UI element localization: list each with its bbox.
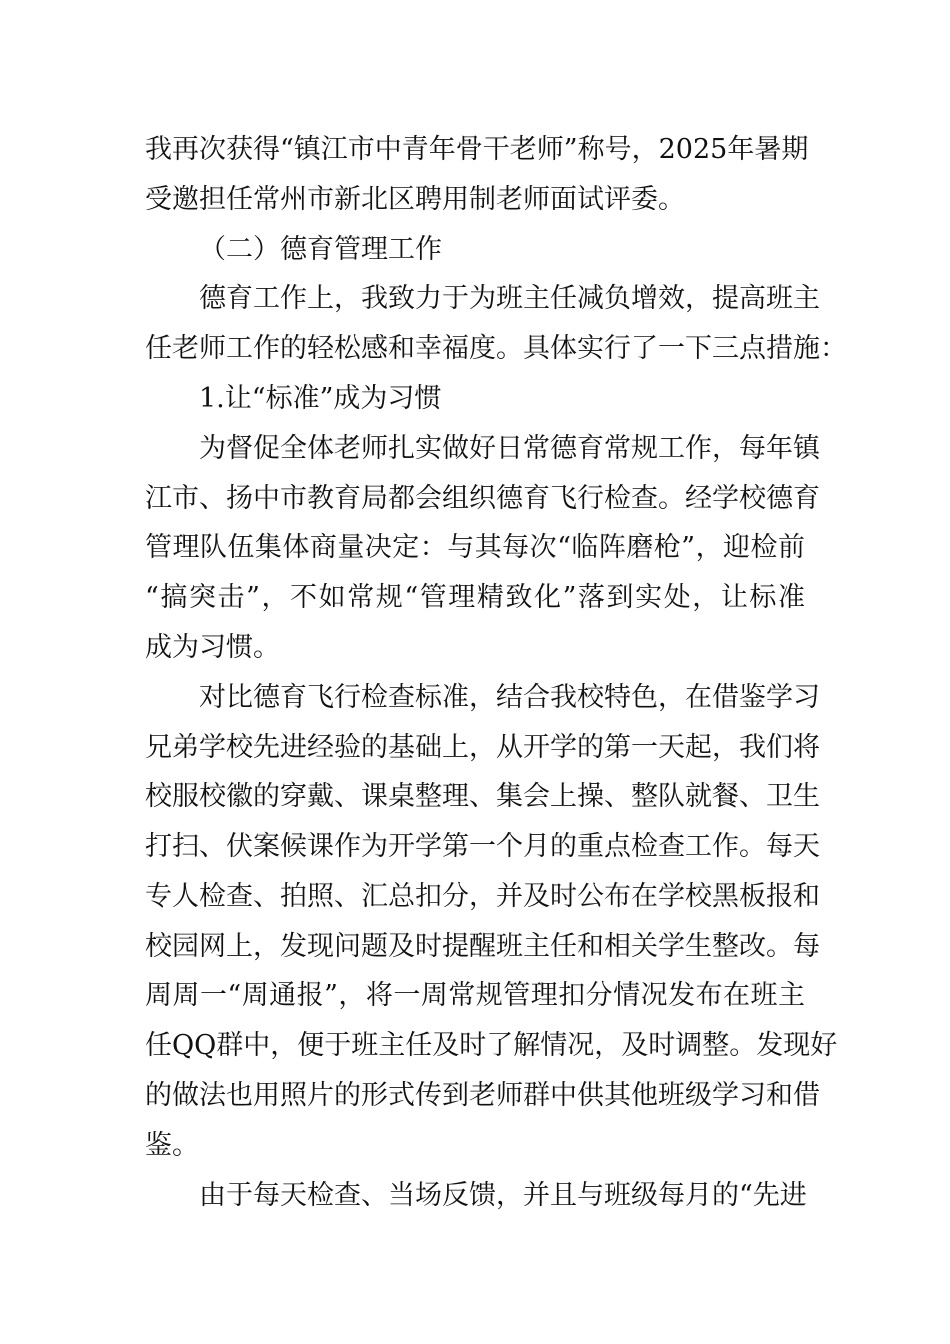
section-heading: （二）德育管理工作: [199, 234, 442, 265]
paragraph-line: 江市、扬中市教育局都会组织德育飞行检查。经学校德育: [145, 483, 820, 514]
paragraph-line: 打扫、伏案候课作为开学第一个月的重点检查工作。每天: [145, 831, 820, 862]
paragraph-line: 由于每天检查、当场反馈，并且与班级每月的“先进: [199, 1180, 807, 1211]
paragraph-line: 专人检查、拍照、汇总扣分，并及时公布在学校黑板报和: [145, 881, 820, 912]
paragraph-line: 成为习惯。: [145, 632, 280, 663]
paragraph-line: 的做法也用照片的形式传到老师群中供其他班级学习和借: [145, 1080, 820, 1111]
paragraph-line: 周周一“周通报”，将一周常规管理扣分情况发布在班主: [145, 980, 805, 1011]
paragraph-line: 校服校徽的穿戴、课桌整理、集会上操、整队就餐、卫生: [145, 781, 820, 812]
paragraph-line: 受邀担任常州市新北区聘用制老师面试评委。: [145, 184, 685, 215]
paragraph-line: 兄弟学校先进经验的基础上，从开学的第一天起，我们将: [145, 732, 820, 763]
paragraph-line: 对比德育飞行检查标准，结合我校特色，在借鉴学习: [199, 682, 820, 713]
paragraph-line: 德育工作上，我致力于为班主任减负增效，提高班主: [199, 283, 820, 314]
paragraph-line: 校园网上，发现问题及时提醒班主任和相关学生整改。每: [145, 931, 820, 962]
paragraph-line: “搞突击”，不如常规“管理精致化”落到实处，让标准: [145, 582, 805, 613]
subsection-heading: 1.让“标准”成为习惯: [199, 383, 442, 414]
paragraph-line: 鉴。: [145, 1130, 199, 1161]
paragraph-line: 任QQ群中，便于班主任及时了解情况，及时调整。发现好: [145, 1030, 838, 1061]
paragraph-line: 我再次获得“镇江市中青年骨干老师”称号，2025年暑期: [145, 134, 809, 165]
paragraph-line: 管理队伍集体商量决定：与其每次“临阵磨枪”，迎检前: [145, 532, 805, 563]
paragraph-line: 为督促全体老师扎实做好日常德育常规工作，每年镇: [199, 433, 820, 464]
paragraph-line: 任老师工作的轻松感和幸福度。具体实行了一下三点措施：: [145, 333, 847, 364]
